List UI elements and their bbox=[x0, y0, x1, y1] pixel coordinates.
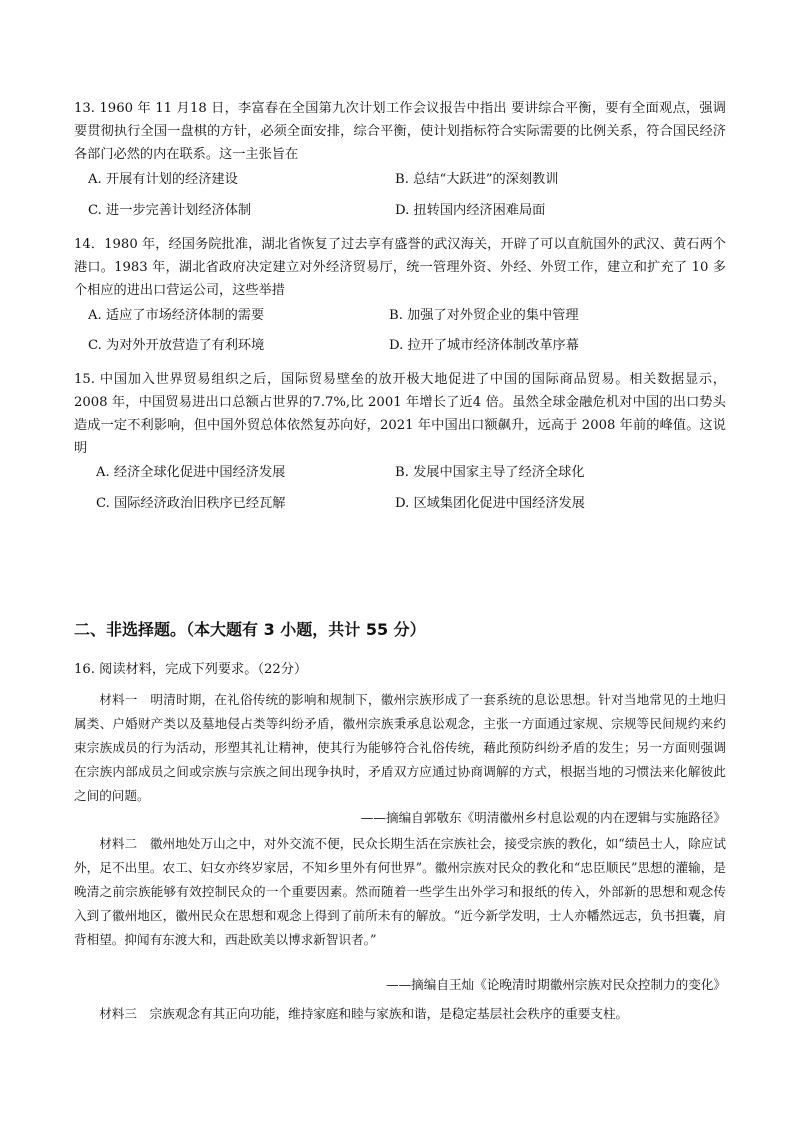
material-3: 材料三 宗族观念有其正向功能，维持家庭和睦与家族和谐，是稳定基层社会秩序的重要支柱。 bbox=[99, 1006, 629, 1021]
question-14-option-d: D. 拉开了城市经济体制改革序幕 bbox=[389, 338, 579, 353]
question-13-option-d: D. 扭转国内经济困难局面 bbox=[395, 203, 546, 218]
question-13-stem: 13. 1960 年 11 月18 日，李富春在全国第九次计划工作会议报告中指出 要讲综合平衡，要有全面观点，强调要贯彻执行全国一盘棋的方针，必须全面安排，综合平衡，使计划指标符合实际需要的比例关系，符合国民经济各部门必然的内在联系。这一主张旨在 bbox=[74, 101, 726, 162]
question-14-option-c: C. 为对外开放营造了有利环境 bbox=[88, 338, 265, 353]
question-15-option-a: A. 经济全球化促进中国经济发展 bbox=[96, 465, 286, 480]
question-13-option-c: C. 进一步完善计划经济体制 bbox=[88, 203, 252, 218]
question-16-intro: 16. 阅读材料，完成下列要求。（22分） bbox=[74, 662, 308, 677]
material-2: 材料二 徽州地处万山之中，对外交流不便，民众长期生活在宗族社会，接受宗族的教化，如“绩邑士人，除应试外，足不出里。农工、妇女亦终岁家居，不知乡里外有何世界”。徽州宗族对民众的教化和“忠臣顺民”思想的灌输，是晚清之前宗族能够有效控制民众的一个重要因素。然而随着一些学生出外学习和报纸的传入，外部新的思想和观念传入到了徽州地区，徽州民众在思想和观念上得到了前所未有的解放。“近今新学发明，士人亦幡然远志，负书担囊，肩背相望。抑闻有东渡大和，西赴欧美以博求新智识者。” bbox=[74, 836, 726, 947]
question-14-option-b: B. 加强了对外贸企业的集中管理 bbox=[389, 308, 579, 323]
question-15-option-c: C. 国际经济政治旧秩序已经瓦解 bbox=[96, 496, 286, 511]
material-2-source: ——摘编自王灿《论晚清时期徽州宗族对民众控制力的变化》 bbox=[385, 977, 726, 992]
question-13-option-a: A. 开展有计划的经济建设 bbox=[88, 172, 238, 187]
question-13-option-b: B. 总结“大跃进”的深刻教训 bbox=[395, 172, 559, 187]
question-14-stem: 14．1980 年，经国务院批准，湖北省恢复了过去享有盛誉的武汉海关，开辟了可以直航国外的武汉、黄石两个港口。1983 年，湖北省政府决定建立对外经济贸易厅，统一管理外资、外经、外贸工作，建立和扩充了 10 多个相应的进出口营运公司，这些举措 bbox=[74, 237, 726, 298]
question-15-stem: 15. 中国加入世界贸易组织之后，国际贸易壁垒的放开极大地促进了中国的国际商品贸易。相关数据显示，2008 年，中国贸易进出口总额占世界的7.7%,比 2001 年增长了近4 倍。虽然全球金融危机对中国的出口势头造成一定不利影响，但中国外贸总体依然复苏向好，2021 年中国出口额飙升，远高于 2008 年前的峰值。这说明 bbox=[74, 372, 726, 456]
question-15-option-d: D. 区域集团化促进中国经济发展 bbox=[395, 496, 585, 511]
question-15-option-b: B. 发展中国家主导了经济全球化 bbox=[395, 465, 585, 480]
material-1-source: ——摘编自郭敬东《明清徽州乡村息讼观的内在逻辑与实施路径》 bbox=[360, 810, 726, 825]
section-2-heading: 二、非选择题。（本大题有 3 小题，共计 55 分） bbox=[74, 620, 426, 639]
question-14-option-a: A. 适应了市场经济体制的需要 bbox=[88, 308, 265, 323]
material-1: 材料一 明清时期，在礼俗传统的影响和规制下，徽州宗族形成了一套系统的息讼思想。针对当地常见的土地归属类、户婚财产类以及墓地侵占类等纠纷矛盾，徽州宗族秉承息讼观念，主张一方面通过家规、宗规等民间规约来约束宗族成员的行为活动，形塑其礼让精神，使其行为能够符合礼俗传统，藉此预防纠纷矛盾的发生；另一方面则强调在宗族内部成员之间或宗族与宗族之间出现争执时，矛盾双方应通过协商调解的方式，根据当地的习惯法来化解彼此之间的问题。 bbox=[74, 692, 726, 803]
